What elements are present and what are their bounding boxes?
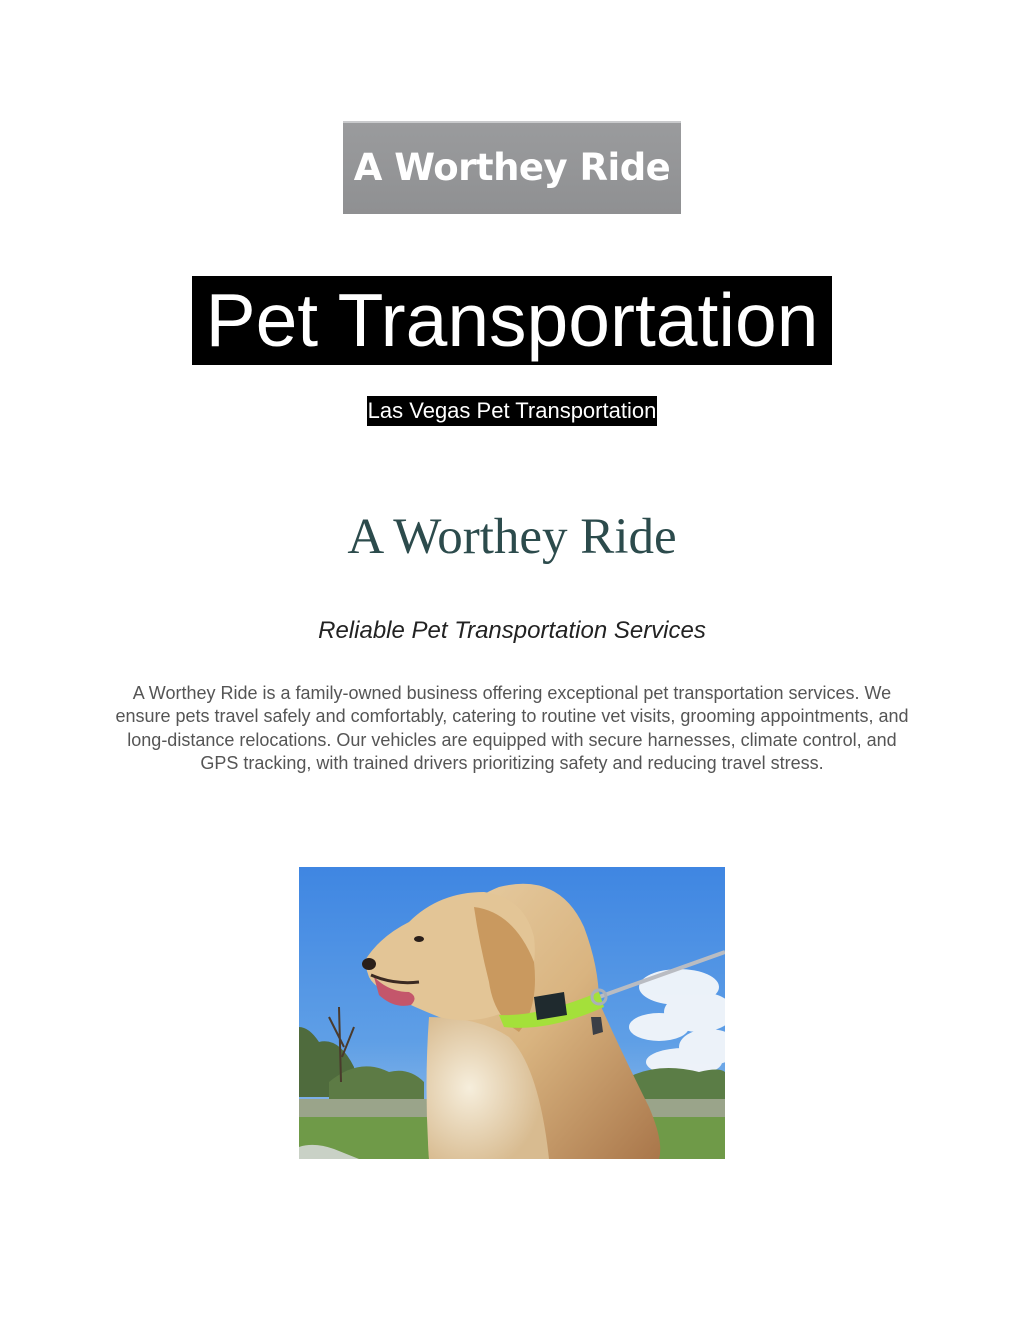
logo-text: A Worthey Ride (353, 146, 671, 189)
tagline: Reliable Pet Transportation Services (318, 617, 706, 644)
brand-heading: A Worthey Ride (347, 509, 677, 565)
dog-nose (362, 958, 376, 970)
subtitle-container (0, 396, 1024, 426)
dog-tag (591, 1017, 603, 1035)
dog-eye (414, 936, 424, 942)
logo (343, 121, 681, 214)
page-subtitle: Las Vegas Pet Transportation (367, 396, 658, 426)
description-paragraph: A Worthey Ride is a family-owned business offering exceptional pet transportation services. We ensure pets travel safely and comfortably, catering to routine vet visits, grooming appointments, and long-distance relocations. Our vehicles are equipped with secure harnesses, climate control, and GPS tracking, with trained drivers prioritizing safety and reducing travel stress. (115, 683, 909, 773)
page-title: Pet Transportation (192, 276, 832, 365)
dog-photo (299, 867, 725, 1159)
